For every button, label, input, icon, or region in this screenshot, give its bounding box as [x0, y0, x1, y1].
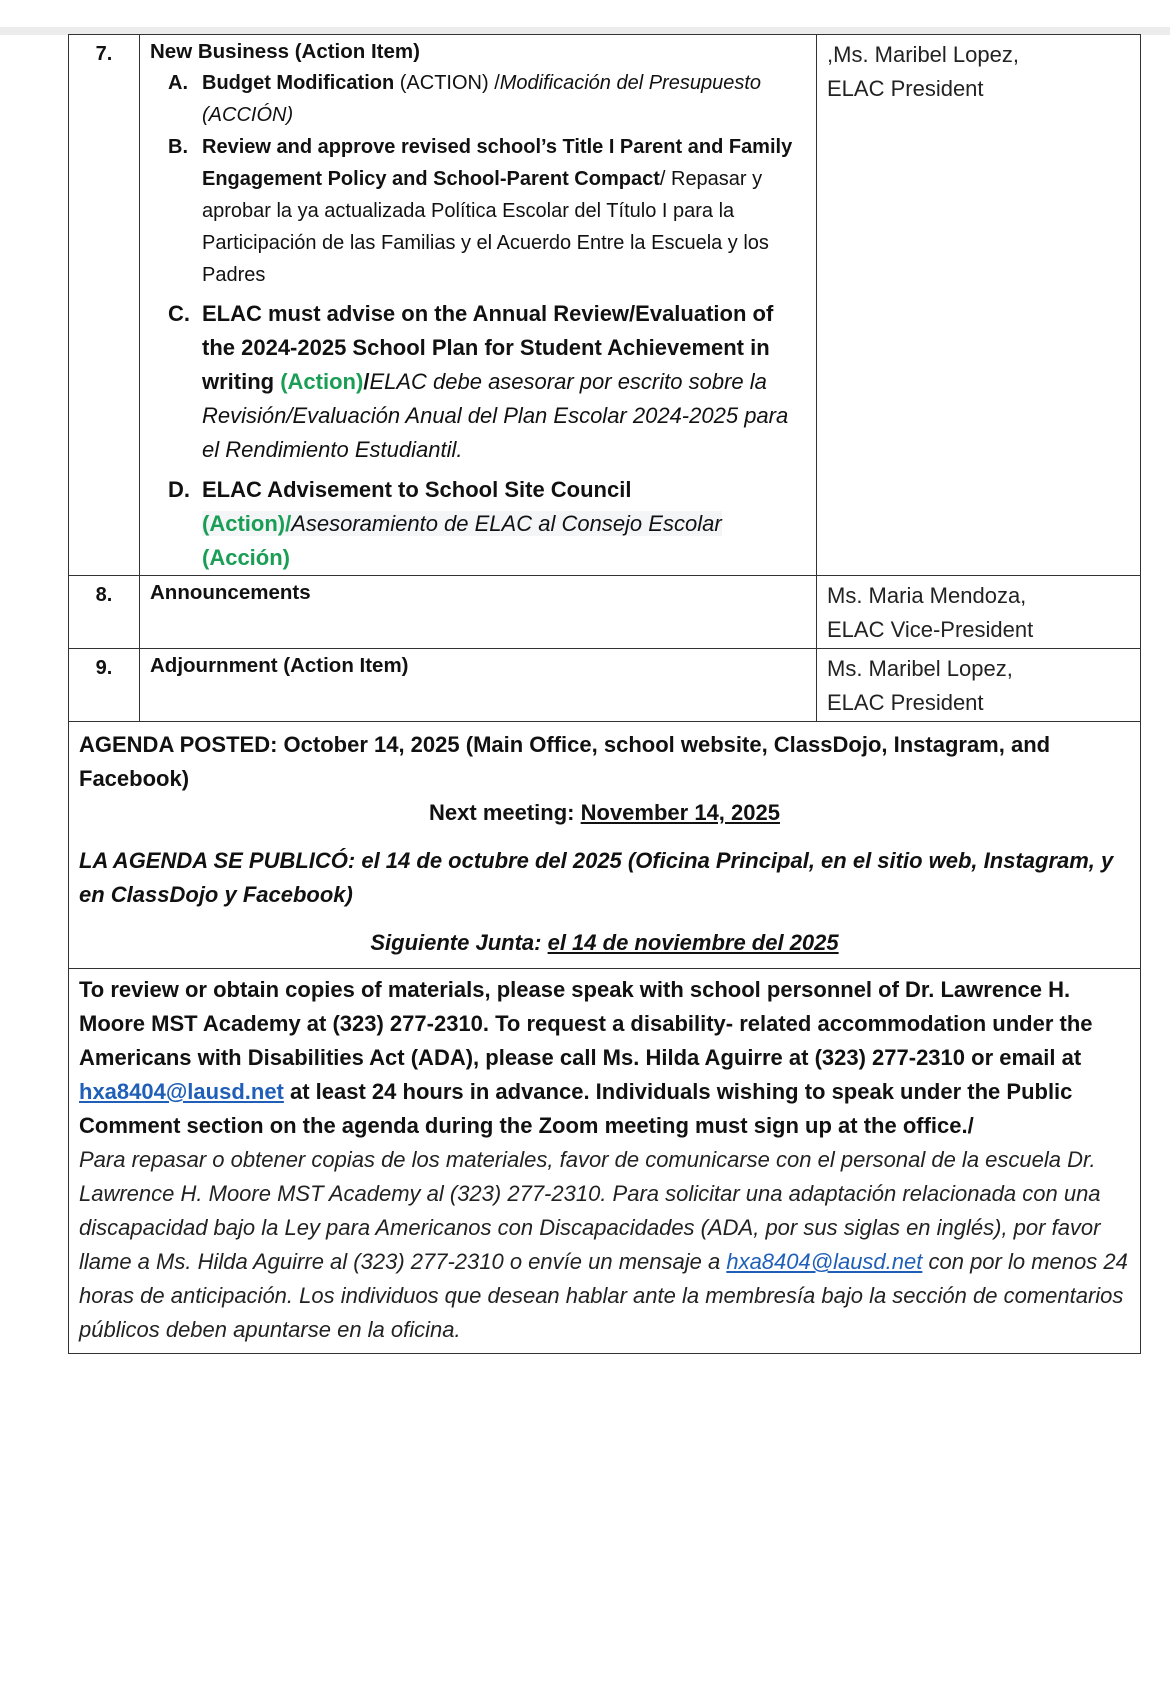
subitem-separator: / [363, 369, 370, 394]
subitem-title: ELAC must advise on the Annual Review/Evaluation of the 2024-2025 School Plan for Student Achievement in writing [202, 301, 774, 394]
item-body [140, 649, 817, 722]
item-number: 8. [69, 576, 140, 649]
posting-text-es: LA AGENDA SE PUBLICÓ: el 14 de octubre del 2025 (Oficina Principal, en el sitio web, Instagram, y en ClassDojo y Facebook) [79, 848, 1114, 907]
disclaimer [69, 969, 1141, 1354]
subitem-a [140, 67, 816, 131]
next-meeting-es [79, 926, 1130, 960]
agenda-row-7 [69, 35, 1141, 576]
item-presenter [817, 649, 1141, 722]
presenter-name: ,Ms. Maribel Lopez, [827, 42, 1019, 67]
item-title: New Business (Action Item) [150, 40, 420, 63]
subitem-letter: B. [168, 136, 188, 158]
subitem-letter: D. [168, 477, 190, 502]
disclaimer-row [69, 969, 1141, 1354]
subitem-letter: A. [168, 72, 188, 94]
subitem-d [140, 473, 816, 575]
item-body [140, 576, 817, 649]
presenter-name: Ms. Maria Mendoza, [827, 583, 1027, 608]
subitem-action-tag: (ACTION) / [394, 72, 500, 94]
next-meeting [79, 796, 1130, 830]
subitem-c [140, 297, 816, 467]
posting-row [69, 722, 1141, 969]
subitem-letter: C. [168, 301, 190, 326]
agenda-row-8 [69, 576, 1141, 649]
item-number: 9. [69, 649, 140, 722]
subitem-translation: Asesoramiento de ELAC al Consejo Escolar [291, 511, 722, 536]
agenda-page [68, 34, 1128, 1354]
action-tag: (Action) [280, 369, 364, 394]
item-number: 7. [69, 35, 140, 576]
posting-info [69, 722, 1141, 969]
agenda-table [68, 34, 1141, 1354]
presenter-role: ELAC President [827, 690, 984, 715]
email-link-es[interactable]: hxa8404@lausd.net [726, 1249, 923, 1274]
disclaimer-en: To review or obtain copies of materials, please speak with school personnel of Dr. Lawrence H. Moore MST Academy at (323) 277-2310. To request a disability- related accommodation under the Americans with Disabilities Act (ADA), please call Ms. Hilda Aguirre at (323) 277-2310 or email at hxa8404@lausd.net at least 24 hours in advance. Individuals wishing to speak under the Public Comment section on the agenda during the Zoom meeting must sign up at the office./ [79, 977, 1093, 1138]
item-body [140, 35, 817, 576]
next-meeting-date-es: el 14 de noviembre del 2025 [547, 930, 839, 955]
item-title: Adjournment (Action Item) [150, 654, 409, 677]
next-meeting-label: Next meeting: [429, 800, 581, 825]
presenter-role: ELAC Vice-President [827, 617, 1034, 642]
email-link[interactable]: hxa8404@lausd.net [79, 1079, 284, 1104]
subitem-translation: Modificación del Presupuesto (ACCIÓN) [202, 72, 762, 126]
next-meeting-label-es: Siguiente Junta: [370, 930, 548, 955]
presenter-role: ELAC President [827, 76, 984, 101]
subitem-translation: Repasar y aprobar la ya actualizada Política Escolar del Título I para la Participación de las Familias y el Acuerdo Entre la Escuela y los Padres [202, 168, 769, 286]
subitem-b [140, 131, 816, 291]
action-tag: (Action)/ [202, 511, 292, 536]
subitem-title: Review and approve revised school’s Title I Parent and Family Engagement Policy and School-Parent Compact [202, 136, 793, 190]
item-presenter [817, 35, 1141, 576]
agenda-row-9 [69, 649, 1141, 722]
presenter-name: Ms. Maribel Lopez, [827, 656, 1013, 681]
subitem-translation: ELAC debe asesorar por escrito sobre la Revisión/Evaluación Anual del Plan Escolar 2024-2025 para el Rendimiento Estudiantil. [202, 369, 789, 462]
subitem-title: Budget Modification [202, 72, 395, 94]
next-meeting-date: November 14, 2025 [580, 800, 780, 825]
item-presenter [817, 576, 1141, 649]
disclaimer-es: Para repasar o obtener copias de los materiales, favor de comunicarse con el personal de la escuela Dr. Lawrence H. Moore MST Academy al (323) 277-2310. Para solicitar una adaptación relacionada con una discapacidad bajo la Ley para Americanos con Discapacidades (ADA, por sus siglas en inglés), por favor llame a Ms. Hilda Aguirre al (323) 277-2310 o envíe un mensaje a hxa8404@lausd.net con por lo menos 24 horas de anticipación. Los individuos que desean hablar ante la membresía bajo la sección de comentarios públicos deben apuntarse en la oficina. [79, 1147, 1128, 1342]
subitem-separator: / [659, 168, 666, 190]
item-title: Announcements [150, 581, 311, 604]
posting-text-en: AGENDA POSTED: October 14, 2025 (Main Office, school website, ClassDojo, Instagram, and Facebook) [79, 732, 1051, 791]
subitem-title: ELAC Advisement to School Site Council [202, 477, 632, 502]
action-tag-es: (Acción) [202, 545, 290, 570]
